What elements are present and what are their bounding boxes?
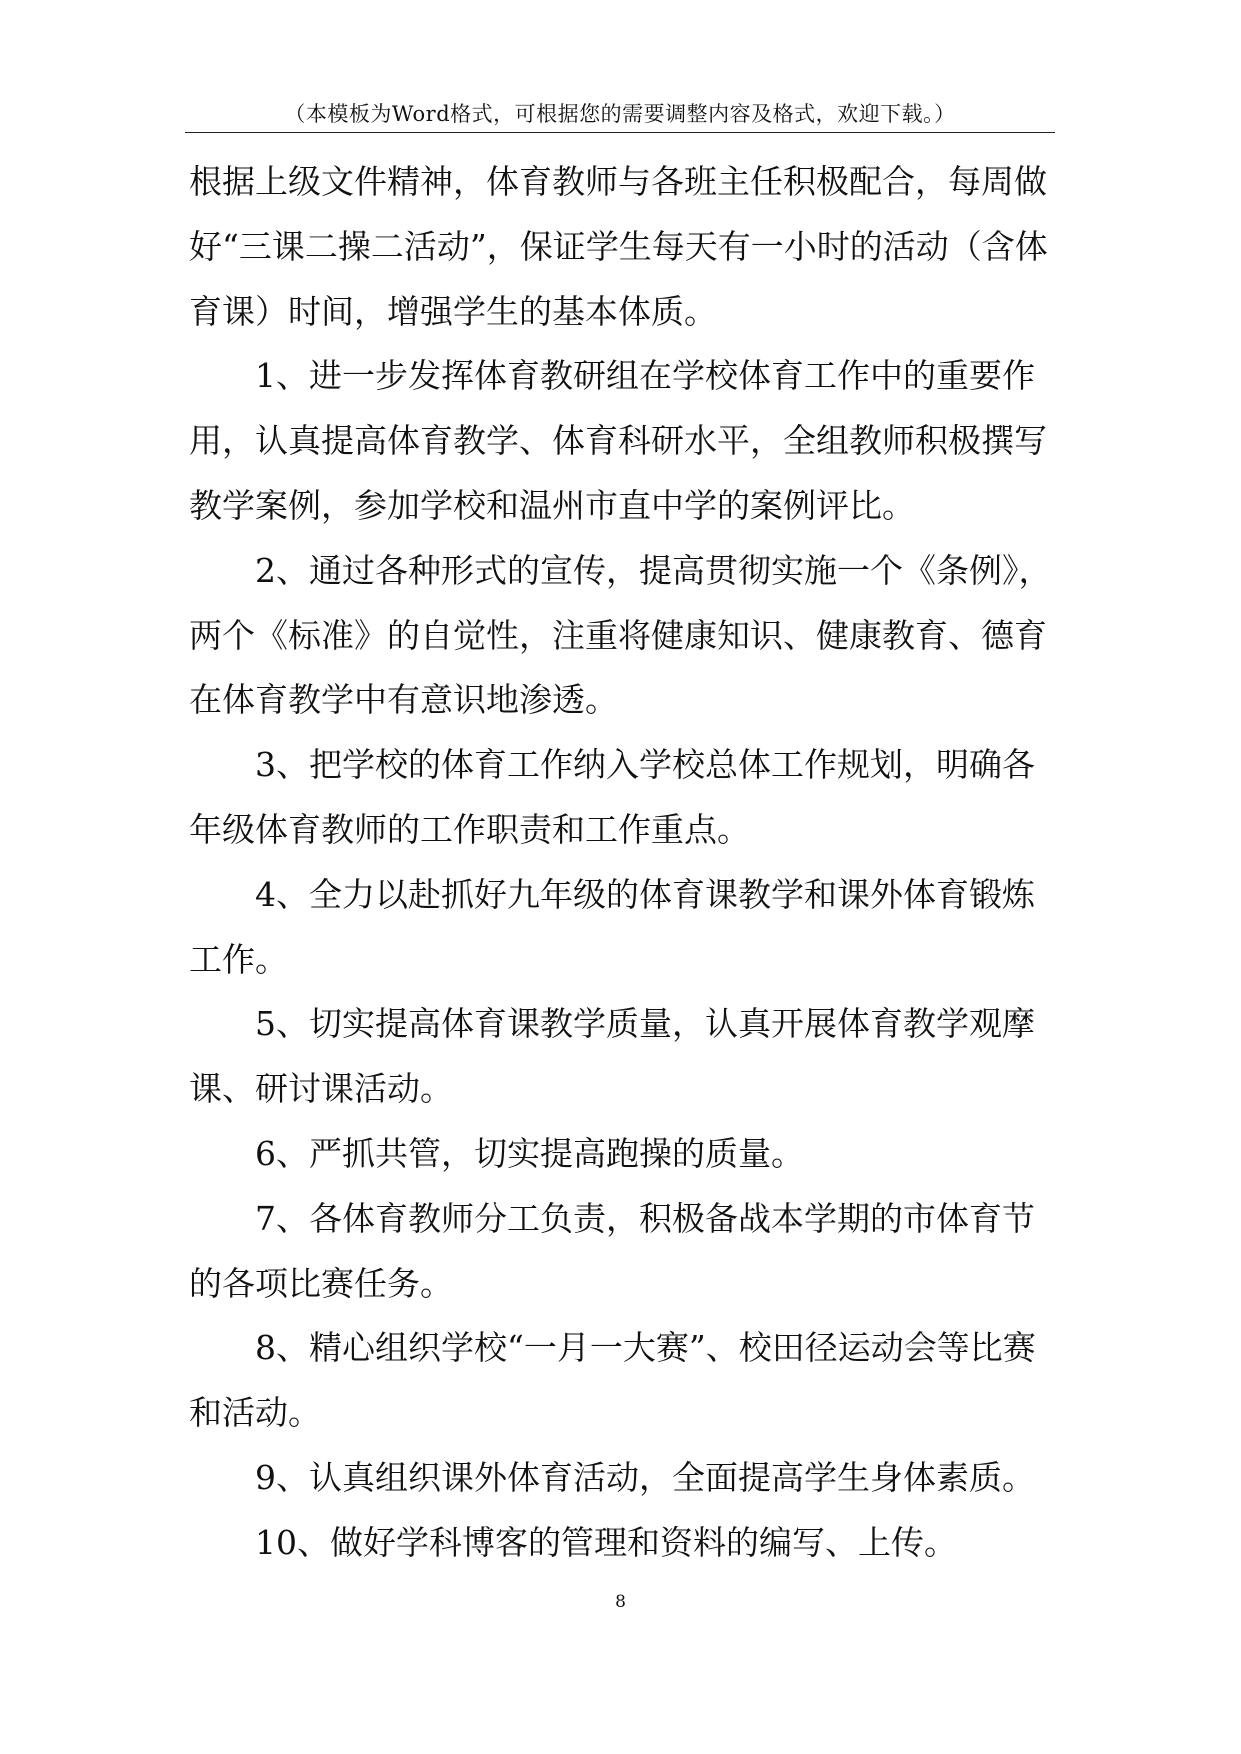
document-body	[189, 150, 1064, 1576]
paragraph-item-7: 7、各体育教师分工负责，积极备战本学期的市体育节的各项比赛任务。	[189, 1198, 1035, 1303]
paragraph-item-4: 4、全力以赴抓好九年级的体育课教学和课外体育锻炼工作。	[189, 874, 1035, 979]
paragraph-item-6: 6、严抓共管，切实提高跑操的质量。	[255, 1133, 804, 1173]
header-divider	[185, 132, 1055, 133]
page-number: 8	[615, 1592, 626, 1612]
paragraph-item-5: 5、切实提高体育课教学质量，认真开展体育教学观摩课、研讨课活动。	[189, 1004, 1035, 1109]
paragraph-intro: 根据上级文件精神，体育教师与各班主任积极配合，每周做好“三课二操二活动”，保证学生每天有一小时的活动（含体育课）时间，增强学生的基本体质。	[189, 162, 1048, 331]
paragraph-item-3: 3、把学校的体育工作纳入学校总体工作规划，明确各年级体育教师的工作职责和工作重点。	[189, 745, 1035, 849]
page-header-note: （本模板为Word格式，可根据您的需要调整内容及格式，欢迎下载。）	[284, 102, 956, 126]
paragraph-item-1: 1、进一步发挥体育教研组在学校体育工作中的重要作用，认真提高体育教学、体育科研水平，全组教师积极撰写教学案例，参加学校和温州市直中学的案例评比。	[189, 356, 1047, 525]
paragraph-item-10: 10、做好学科博客的管理和资料的编写、上传。	[255, 1522, 957, 1562]
paragraph-item-9: 9、认真组织课外体育活动，全面提高学生身体素质。	[255, 1457, 1035, 1497]
paragraph-item-8: 8、精心组织学校“一月一大赛”、校田径运动会等比赛和活动。	[189, 1328, 1036, 1433]
paragraph-item-2: 2、通过各种形式的宣传，提高贯彻实施一个《条例》，两个《标准》的自觉性，注重将健康知识、健康教育、德育在体育教学中有意识地渗透。	[189, 550, 1052, 720]
